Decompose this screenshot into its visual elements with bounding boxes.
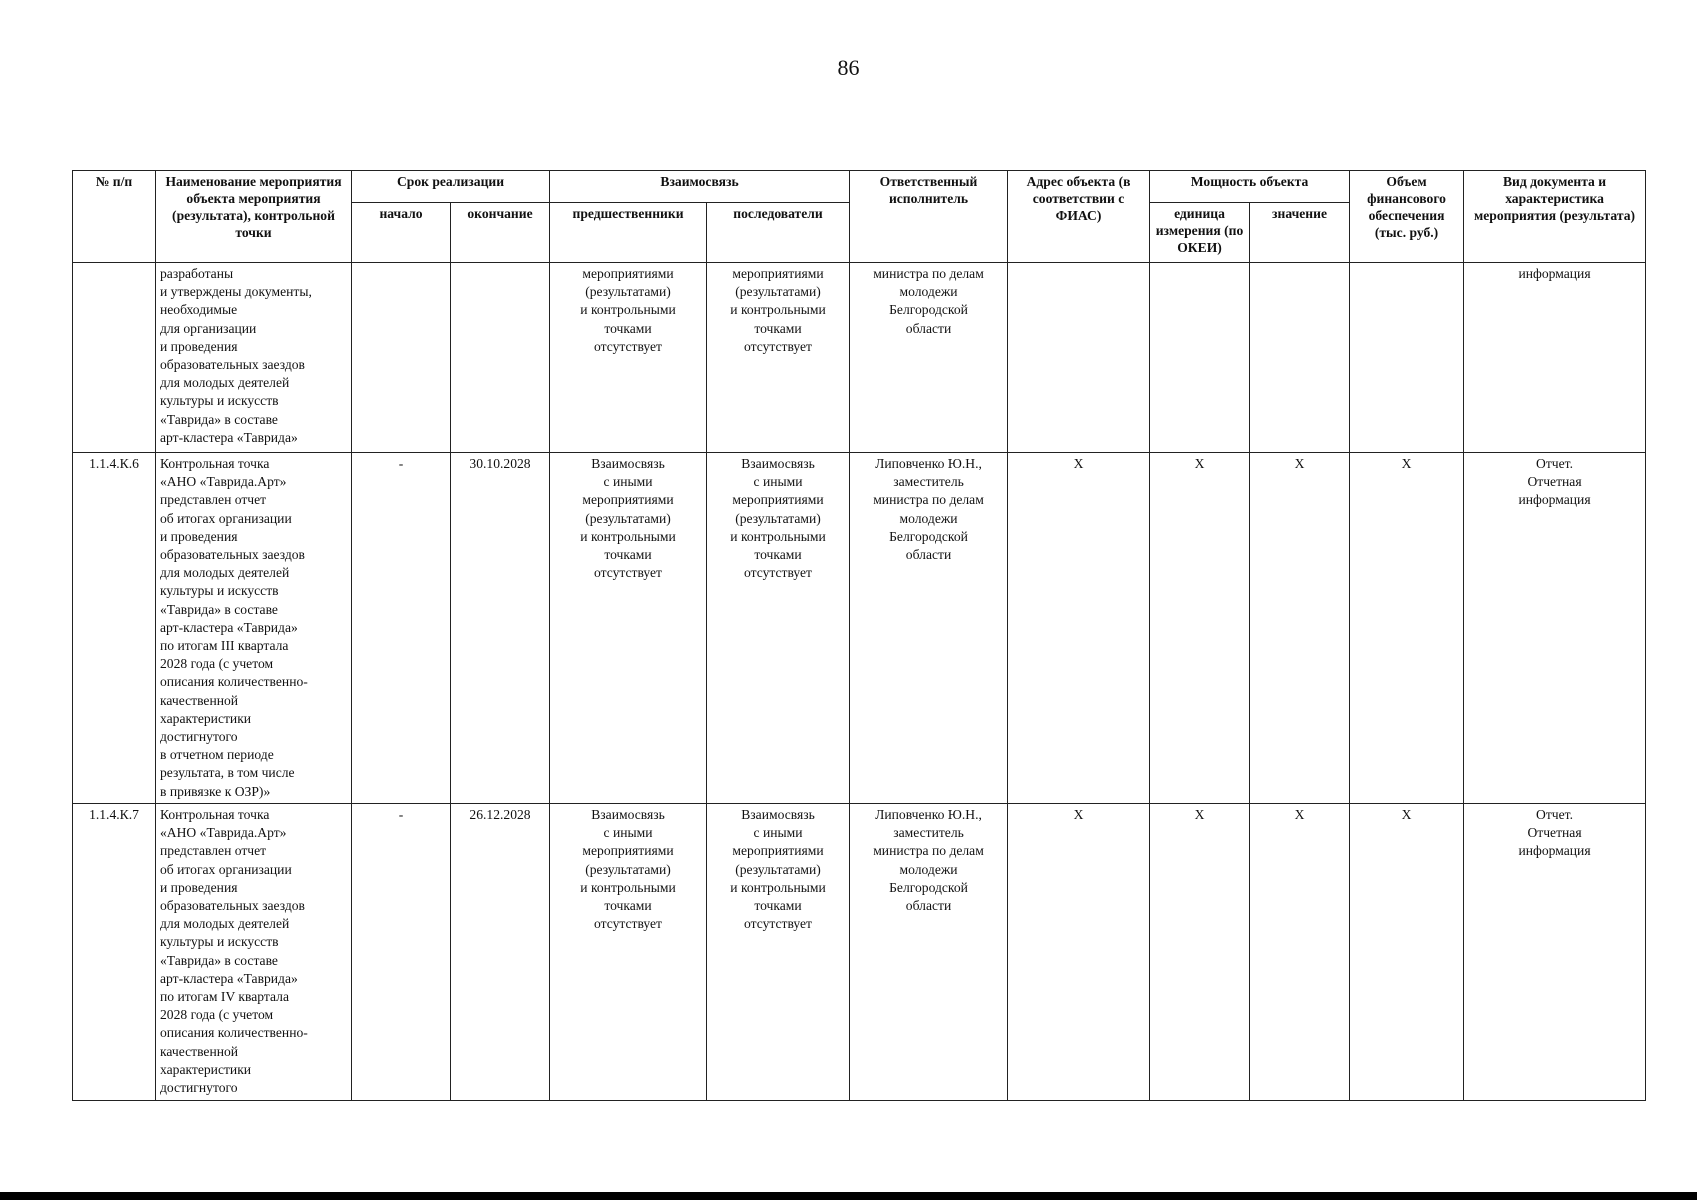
header-capacity-unit: единица измерения (по ОКЕИ) bbox=[1150, 203, 1250, 263]
header-relation-next: последователи bbox=[707, 203, 850, 263]
cell-responsible: министра по делам молодежи Белгородской области bbox=[850, 263, 1008, 453]
header-responsible: Ответственный исполнитель bbox=[850, 171, 1008, 263]
table-header bbox=[73, 171, 1646, 263]
header-period-start: начало bbox=[352, 203, 451, 263]
cell-next: Взаимосвязь с иными мероприятиями (результатами) и контрольными точками отсутствует bbox=[707, 453, 850, 804]
header-finance: Объем финансового обеспечения (тыс. руб.) bbox=[1350, 171, 1464, 263]
cell-doc: Отчет. Отчетная информация bbox=[1464, 804, 1646, 1101]
plan-table bbox=[72, 170, 1646, 1101]
scan-bottom-edge bbox=[0, 1192, 1697, 1200]
cell-start: - bbox=[352, 804, 451, 1101]
cell-end bbox=[451, 263, 550, 453]
header-relation: Взаимосвязь bbox=[550, 171, 850, 203]
cell-responsible: Липовченко Ю.Н., заместитель министра по делам молодежи Белгородской области bbox=[850, 804, 1008, 1101]
header-capacity: Мощность объекта bbox=[1150, 171, 1350, 203]
cell-end: 30.10.2028 bbox=[451, 453, 550, 804]
header-num: № п/п bbox=[73, 171, 156, 263]
header-relation-prev: предшественники bbox=[550, 203, 707, 263]
header-address: Адрес объекта (в соответствии с ФИАС) bbox=[1008, 171, 1150, 263]
table-row bbox=[73, 804, 1646, 1101]
cell-end: 26.12.2028 bbox=[451, 804, 550, 1101]
cell-value: Х bbox=[1250, 804, 1350, 1101]
header-period-end: окончание bbox=[451, 203, 550, 263]
cell-name: Контрольная точка «АНО «Таврида.Арт» представлен отчет об итогах организации и проведения образовательных заездов для молодых деятелей культуры и искусств «Таврида» в составе арт-кластера «Таврида» по итогам III квартала 2028 года (с учетом описания количественно- качественной характеристики достигнутого в отчетном периоде результата, в том числе в привязке к ОЗР)» bbox=[156, 453, 352, 804]
cell-prev: мероприятиями (результатами) и контрольными точками отсутствует bbox=[550, 263, 707, 453]
header-capacity-value: значение bbox=[1250, 203, 1350, 263]
cell-address: Х bbox=[1008, 804, 1150, 1101]
cell-address bbox=[1008, 263, 1150, 453]
table-row bbox=[73, 453, 1646, 804]
cell-num: 1.1.4.К.7 bbox=[73, 804, 156, 1101]
cell-name: разработаны и утверждены документы, необходимые для организации и проведения образовательных заездов для молодых деятелей культуры и искусств «Таврида» в составе арт-кластера «Таврида» bbox=[156, 263, 352, 453]
cell-responsible: Липовченко Ю.Н., заместитель министра по делам молодежи Белгородской области bbox=[850, 453, 1008, 804]
cell-value: Х bbox=[1250, 453, 1350, 804]
page-number: 86 bbox=[837, 55, 860, 80]
cell-unit bbox=[1150, 263, 1250, 453]
cell-name: Контрольная точка «АНО «Таврида.Арт» представлен отчет об итогах организации и проведения образовательных заездов для молодых деятелей культуры и искусств «Таврида» в составе арт-кластера «Таврида» по итогам IV квартала 2028 года (с учетом описания количественно- качественной характеристики достигнутого bbox=[156, 804, 352, 1101]
cell-finance: Х bbox=[1350, 804, 1464, 1101]
cell-finance bbox=[1350, 263, 1464, 453]
cell-unit: Х bbox=[1150, 804, 1250, 1101]
cell-finance: Х bbox=[1350, 453, 1464, 804]
header-period: Срок реализации bbox=[352, 171, 550, 203]
cell-value bbox=[1250, 263, 1350, 453]
cell-next: мероприятиями (результатами) и контрольными точками отсутствует bbox=[707, 263, 850, 453]
cell-prev: Взаимосвязь с иными мероприятиями (результатами) и контрольными точками отсутствует bbox=[550, 453, 707, 804]
table-row bbox=[73, 263, 1646, 453]
cell-next: Взаимосвязь с иными мероприятиями (результатами) и контрольными точками отсутствует bbox=[707, 804, 850, 1101]
table-body bbox=[73, 263, 1646, 1101]
cell-unit: Х bbox=[1150, 453, 1250, 804]
cell-num: 1.1.4.К.6 bbox=[73, 453, 156, 804]
header-name: Наименование мероприятия объекта мероприятия (результата), контрольной точки bbox=[156, 171, 352, 263]
cell-start: - bbox=[352, 453, 451, 804]
cell-prev: Взаимосвязь с иными мероприятиями (результатами) и контрольными точками отсутствует bbox=[550, 804, 707, 1101]
header-doc-type: Вид документа и характеристика мероприятия (результата) bbox=[1464, 171, 1646, 263]
cell-doc: информация bbox=[1464, 263, 1646, 453]
cell-start bbox=[352, 263, 451, 453]
cell-doc: Отчет. Отчетная информация bbox=[1464, 453, 1646, 804]
cell-address: Х bbox=[1008, 453, 1150, 804]
cell-num bbox=[73, 263, 156, 453]
